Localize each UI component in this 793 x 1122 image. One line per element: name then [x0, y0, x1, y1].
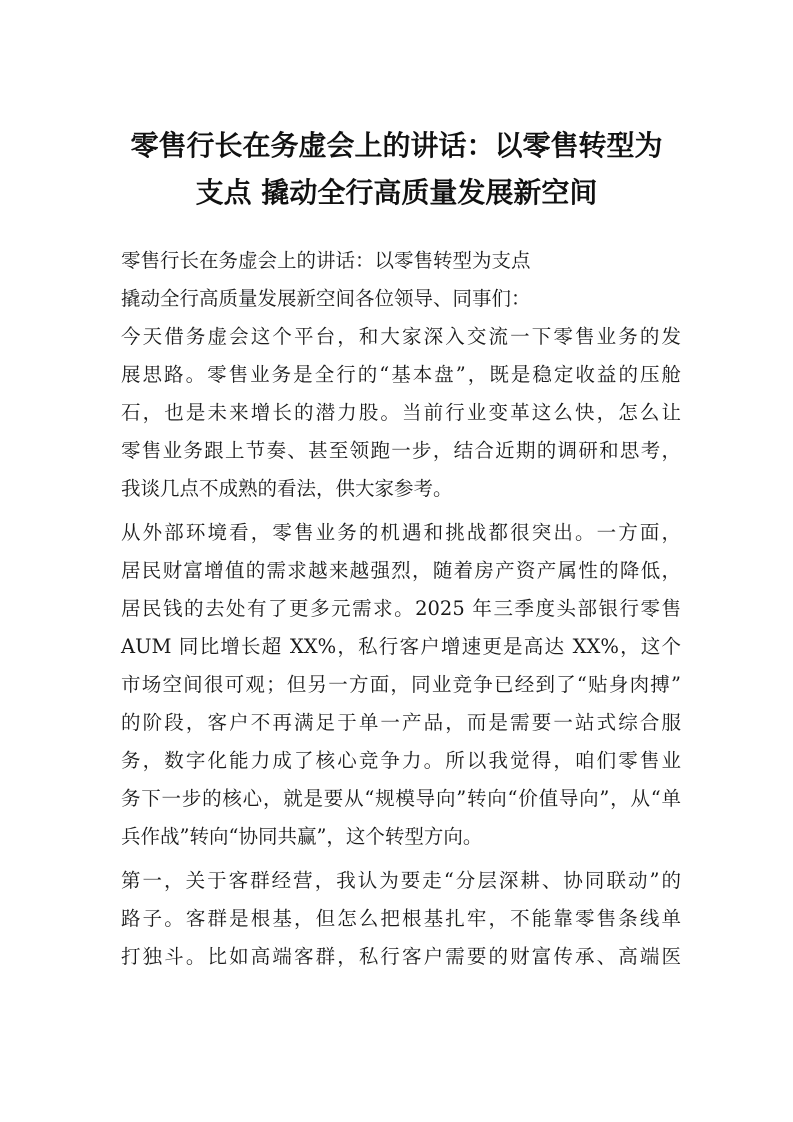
body-line: 撬动全行高质量发展新空间各位领导、同事们： — [121, 287, 531, 310]
body-line: 的阶段，客户不再满足于单一产品，而是需要一站式综合服 — [121, 711, 681, 734]
body-line: 第一，关于客群经营，我认为要走“分层深耕、协同联动”的 — [121, 869, 681, 892]
body-line: 零售行长在务虚会上的讲话：以零售转型为支点 — [121, 249, 531, 272]
body-line: 路子。客群是根基，但怎么把根基扎牢，不能靠零售条线单 — [121, 907, 681, 930]
body-line: 兵作战”转向“协同共赢”，这个转型方向。 — [121, 825, 483, 848]
body-line: 打独斗。比如高端客群，私行客户需要的财富传承、高端医 — [121, 945, 681, 968]
body-line: 务下一步的核心，就是要从“规模导向”转向“价值导向”，从“单 — [121, 787, 681, 810]
body-line: 务，数字化能力成了核心竞争力。所以我觉得，咱们零售业 — [121, 749, 681, 772]
body-line: 零售业务跟上节奏、甚至领跑一步，结合近期的调研和思考， — [121, 439, 681, 462]
body-line: 今天借务虚会这个平台，和大家深入交流一下零售业务的发 — [121, 325, 681, 348]
body-line: 石，也是未来增长的潜力股。当前行业变革这么快，怎么让 — [121, 401, 681, 424]
body-line: 居民财富增值的需求越来越强烈，随着房产资产属性的降低， — [121, 559, 681, 582]
body-line: 居民钱的去处有了更多元需求。2025 年三季度头部银行零售 — [121, 597, 681, 620]
body-line: AUM 同比增长超 XX%，私行客户增速更是高达 XX%，这个 — [121, 635, 681, 658]
document-title-line-1: 零售行长在务虚会上的讲话：以零售转型为 — [130, 129, 663, 162]
body-line: 市场空间很可观；但另一方面，同业竞争已经到了“贴身肉搏” — [121, 673, 681, 696]
body-line: 从外部环境看，零售业务的机遇和挑战都很突出。一方面， — [121, 521, 681, 544]
document-body — [121, 242, 681, 976]
document-title-line-2: 支点 撬动全行高质量发展新空间 — [195, 176, 598, 209]
body-line: 我谈几点不成熟的看法，供大家参考。 — [121, 477, 453, 500]
body-line: 展思路。零售业务是全行的“基本盘”，既是稳定收益的压舱 — [121, 363, 681, 386]
